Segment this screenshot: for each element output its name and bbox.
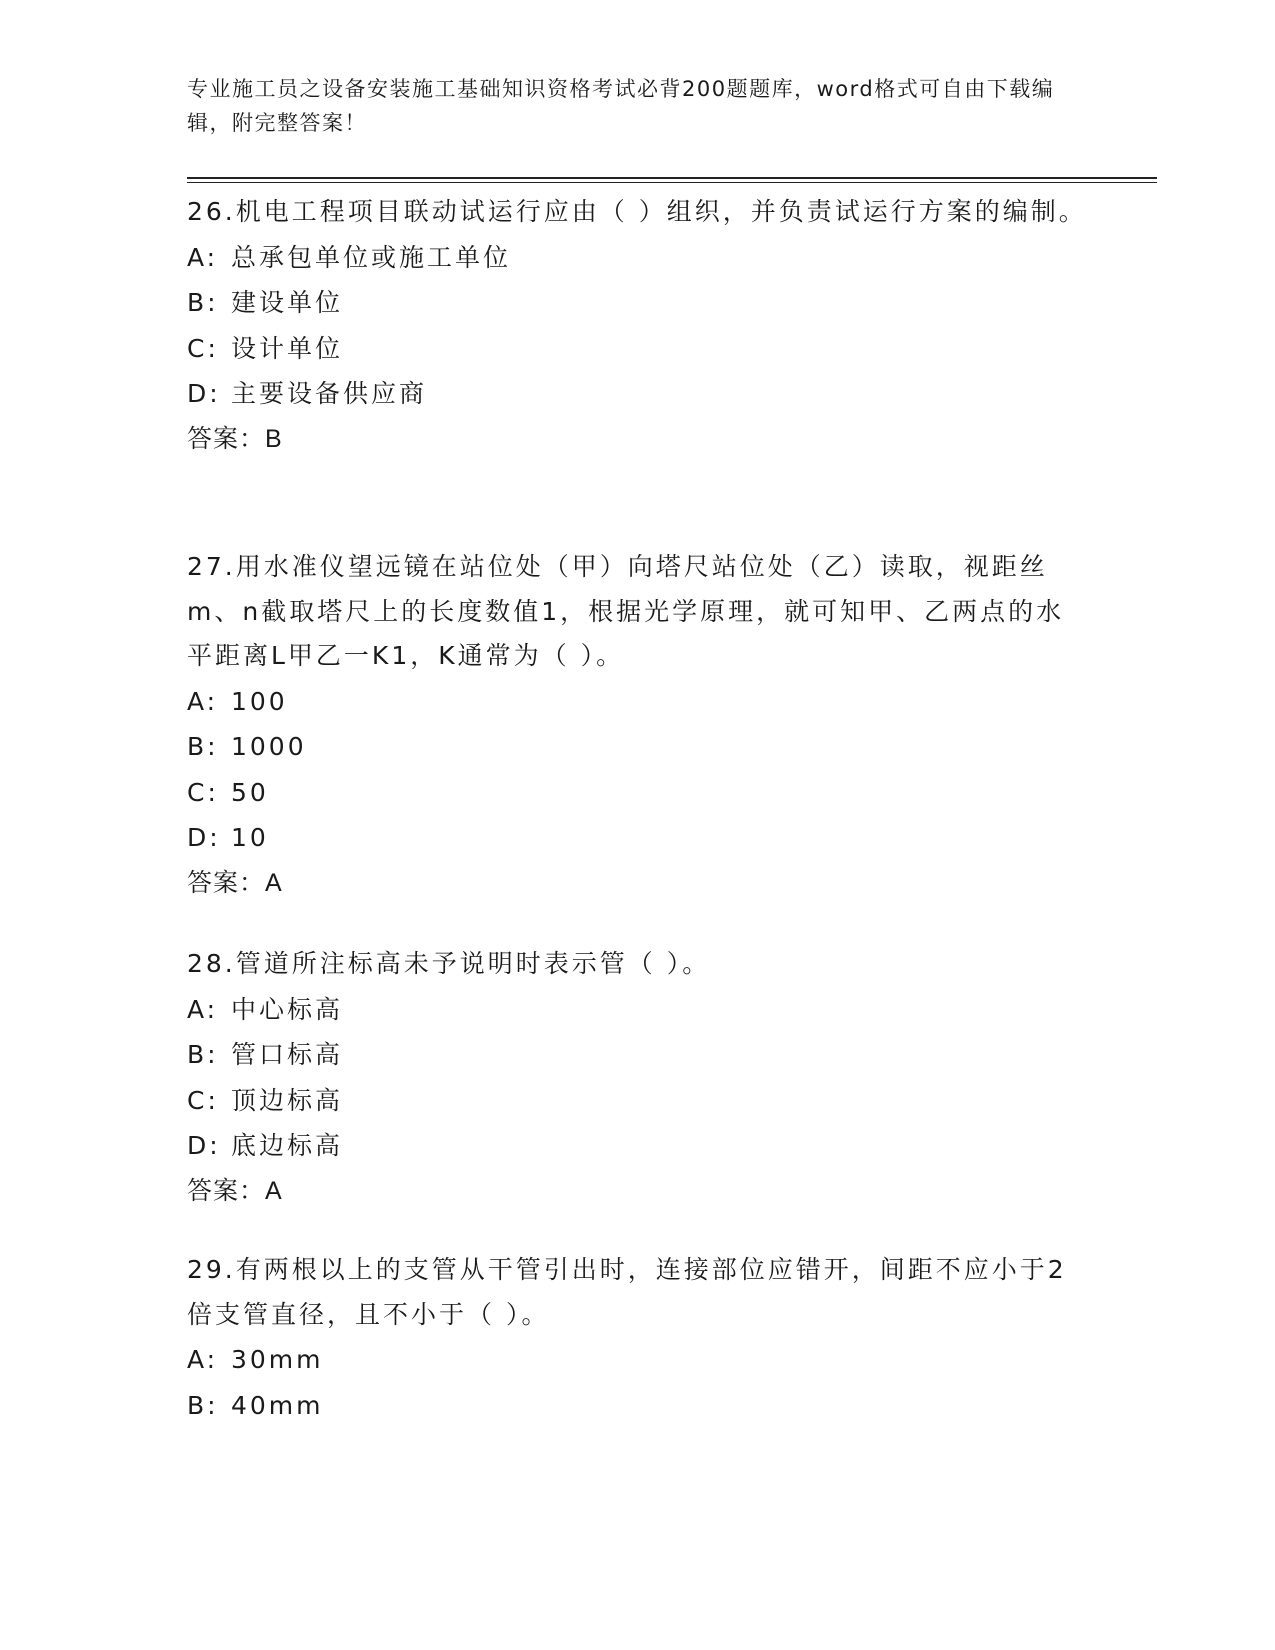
option-text: 设计单位 [231,333,344,363]
document-header: 专业施工员之设备安装施工基础知识资格考试必背200题题库，word格式可自由下载编辑，附完整答案！ [187,77,1055,135]
question-26 [187,190,1087,461]
option-text: 管口标高 [231,1040,344,1069]
option-letter: A: [187,242,219,272]
question-stem: 26.机电工程项目联动试运行应由（ ）组织，并负责试运行方案的编制。 [187,197,1087,226]
option-c [187,770,1087,816]
option-b [187,1383,1087,1429]
option-letter: B: [187,1390,219,1420]
question-stem: 29.有两根以上的支管从干管引出时，连接部位应错开，间距不应小于2倍支管直径，且不小于（ ）。 [187,1255,1067,1329]
option-letter: D: [187,1131,221,1160]
option-text: 30mm [231,1345,324,1374]
option-text: 建设单位 [231,288,344,317]
option-text: 100 [231,686,288,716]
option-text: 10 [231,823,269,852]
option-text: 1000 [231,732,307,761]
option-a [187,679,1087,725]
option-text: 40mm [231,1390,324,1420]
header-rule-thick [187,177,1157,179]
answer-line: 答案：B [187,424,283,453]
option-letter: A: [187,1345,219,1374]
option-d [187,371,1087,417]
option-b [187,1032,1087,1078]
option-letter: D: [187,379,221,408]
question-stem: 27.用水准仪望远镜在站位处（甲）向塔尺站位处（乙）读取，视距丝m、n截取塔尺上的长度数值1，根据光学原理，就可知甲、乙两点的水平距离L甲乙一K1，K通常为（ ）。 [187,552,1065,670]
option-b [187,724,1087,770]
option-d [187,815,1087,861]
option-d [187,1123,1087,1169]
option-text: 中心标高 [231,994,344,1024]
option-letter: C: [187,777,219,807]
option-text: 总承包单位或施工单位 [231,242,512,272]
option-letter: B: [187,1040,219,1069]
option-text: 顶边标高 [231,1085,344,1115]
option-text: 50 [231,777,269,807]
option-letter: C: [187,333,219,363]
option-a [187,235,1087,281]
option-letter: A: [187,994,219,1024]
question-stem: 28.管道所注标高未予说明时表示管（ ）。 [187,949,711,978]
option-a [187,1337,1087,1383]
option-a [187,987,1087,1033]
option-text: 底边标高 [231,1131,344,1160]
option-b [187,280,1087,326]
option-letter: A: [187,686,219,716]
answer-line: 答案：A [187,868,283,897]
option-letter: B: [187,288,219,317]
option-letter: B: [187,732,219,761]
question-27 [187,545,1087,905]
answer-line: 答案：A [187,1176,283,1205]
question-29 [187,1248,1087,1428]
question-28 [187,942,1087,1213]
option-c [187,326,1087,372]
option-c [187,1078,1087,1124]
option-letter: C: [187,1085,219,1115]
option-letter: D: [187,823,221,852]
option-text: 主要设备供应商 [231,379,428,408]
header-rule-thin [187,182,1157,183]
